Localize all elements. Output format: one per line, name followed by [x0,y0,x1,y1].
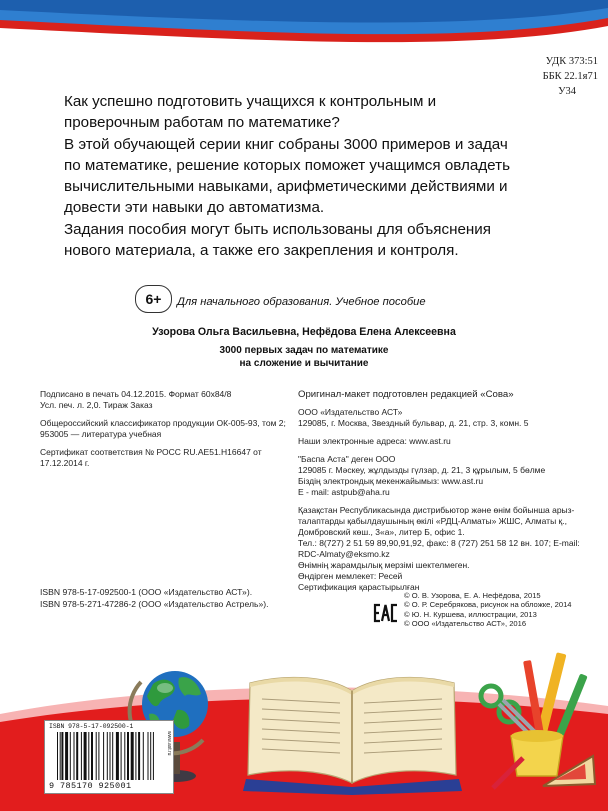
kz-publisher-website: Біздің электрондық мекенжайымыз: www.ast.ru [298,476,484,486]
publisher-website: Наши электронные адреса: www.ast.ru [298,436,451,446]
country-of-origin: Өндірген мемлекет: Ресей [298,571,403,581]
isbn-ast: ISBN 978-5-17-092500-1 (ООО «Издательство АСТ»). [40,587,253,597]
open-book-illustration [240,663,465,795]
blurb-question: Как успешно подготовить учащихся к контрольным и проверочным работам по математике? [64,93,437,132]
print-run: Усл. печ. л. 2,0. Тираж Заказ [40,400,153,410]
blurb-content: В этой обучающей серии книг собраны 3000 примеров и задач по математике, решение которых поможет учащимся овладеть вычислительными навыками, арифметическими действиями и довести эти навыки до автоматизма. [64,135,510,217]
imprint-right [298,389,598,593]
udk-code: УДК 373:51 [545,56,598,67]
barcode [44,720,174,794]
copyright-illustrations: © Ю. Н. Куршева, иллюстрации, 2013 [404,609,537,619]
isbn-astrel: ISBN 978-5-271-47286-2 (ООО «Издательство Астрель»). [40,598,269,609]
kz-publisher-address: 129085 г. Мәскеу, жұлдызды гүлзар, д. 21, 3 құрылым, 5 бөлме [298,465,546,475]
book-title [0,344,608,370]
signed-to-print: Подписано в печать 04.12.2015. Формат 60x84/8 [40,389,232,399]
kz-distributor: Қазақстан Республикасында дистрибьютор және өнім бойынша арыз-талаптарды қабылдаушының өкілі «РДЦ-Алматы» ЖШС, Алматы қ., Домбровский көш., 3«а», литер Б, офис 1. [298,505,575,537]
authors: Узорова Ольга Васильевна, Нефёдова Елена Алексеевна [152,326,456,338]
copyright-notices [404,591,572,629]
isbn-list [40,587,268,610]
classification-codes [543,54,598,99]
top-banner [0,0,608,62]
book-title-line-1: 3000 первых задач по математике [219,345,389,356]
blurb-usage: Задания пособия могут быть использованы для объяснения нового материала, а также его закрепления и контроля. [64,220,491,260]
age-rating-badge: 6+ [135,285,172,313]
kz-publisher-name: "Баспа Аста" деген ООО [298,454,396,464]
copyright-cover-art: © О. Р. Серебрякова, рисунок на обложке, 2014 [404,600,572,610]
bbk-code: ББК 22.1я71 [542,71,598,82]
conformity-certificate: Сертификат соответствия № РОСС RU.AE51.H16647 от 17.12.2014 г. [40,447,262,468]
eac-text: EAC [373,590,406,607]
product-classifier: Общероссийский классификатор продукции ОК-005-93, том 2; 953005 — литература учебная [40,418,286,439]
original-layout-credit: Оригинал-макет подготовлен редакцией «Сова» [298,389,514,400]
barcode-isbn-label: ISBN 978-5-17-092500-1 [49,723,134,730]
copyright-publisher: © ООО «Издательство АСТ», 2016 [404,619,527,629]
publisher-name: ООО «Издательство АСТ» [298,407,403,417]
kz-distributor-phones: Тел.: 8(727) 2 51 59 89,90,91,92, факс: 8 (727) 251 58 12 вн. 107; E-mail: RDC-Almaty@eksmo.kz [298,538,580,559]
author-mark: У34 [558,86,576,97]
book-description [64,91,524,261]
education-note: Для начального образования. Учебное пособие [177,296,426,308]
barcode-bars [57,732,161,780]
kz-publisher-email: E - mail: astpub@aha.ru [298,487,390,497]
book-title-line-2: на сложение и вычитание [239,358,369,369]
kz-certification: Сертификация қарастырылған [298,582,420,592]
shelf-life: Өнімнің жарамдылық мерзімі шектелмеген. [298,560,470,570]
barcode-side-text: www.ast.ru [166,731,172,756]
imprint-left [40,389,295,469]
copyright-authors: © О. В. Узорова, Е. А. Нефёдова, 2015 [404,591,541,600]
school-supplies-illustration [473,652,608,797]
barcode-digits: 9 785170 925001 [49,781,132,791]
publisher-address: 129085, г. Москва, Звездный бульвар, д. 21, стр. 3, комн. 5 [298,418,529,428]
eac-certification-mark [373,590,406,623]
